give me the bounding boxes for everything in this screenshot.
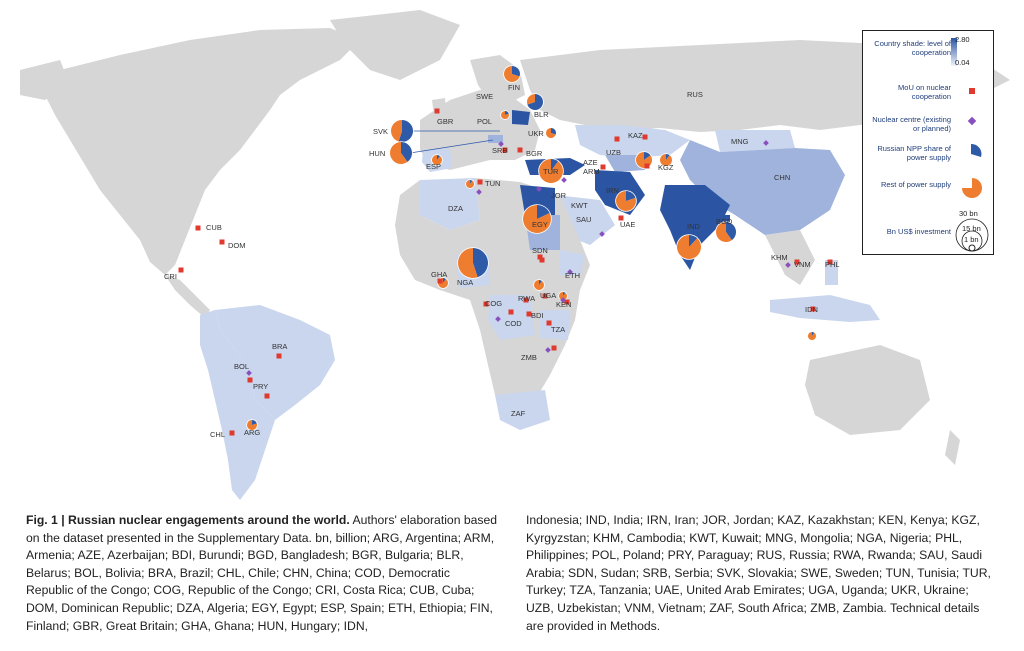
country-label-gbr: GBR (437, 117, 454, 126)
country-label-bgd: BGD (716, 217, 733, 226)
mou-marker (601, 165, 606, 170)
country-label-tza: TZA (551, 325, 566, 334)
country-label-egy: EGY (532, 220, 548, 229)
country-label-phl: PHL (825, 260, 840, 269)
caption-label: Fig. 1 | (26, 513, 69, 527)
npp-share-pie (545, 127, 557, 139)
legend-inv-1: 1 bn (964, 235, 979, 244)
russian-share-icon (960, 143, 982, 165)
country-label-aze: AZE (583, 158, 598, 167)
country-label-chn: CHN (774, 173, 791, 182)
mou-marker (248, 378, 253, 383)
legend-shade-label: Country shade: level of cooperation (874, 39, 951, 57)
npp-share-pie (503, 65, 521, 83)
npp-share-pie (465, 179, 475, 189)
land-indonesia (770, 295, 880, 322)
country-label-jor: JOR (551, 191, 566, 200)
mou-marker (518, 148, 523, 153)
country-label-dom: DOM (228, 241, 246, 250)
country-label-arm: ARM (583, 167, 600, 176)
country-label-zmb: ZMB (521, 353, 537, 362)
country-label-ind: IND (687, 222, 700, 231)
land-new-zealand (945, 430, 960, 465)
mou-square-icon (969, 88, 975, 94)
legend-rest-label: Rest of power supply (880, 180, 951, 189)
npp-share-pie (807, 331, 817, 341)
npp-share-pie (533, 279, 545, 291)
country-label-tur: TUR (543, 167, 559, 176)
npp-share-pie (389, 141, 413, 165)
country-label-arg: ARG (244, 428, 261, 437)
mou-marker (643, 135, 648, 140)
country-label-pol: POL (477, 117, 493, 126)
country-label-vnm: VNM (794, 260, 811, 269)
mou-marker (179, 268, 184, 273)
country-label-srb: SRB (492, 146, 508, 155)
npp-share-pie (635, 151, 653, 169)
country-label-rwa: RWA (518, 294, 536, 303)
country-label-sdn: SDN (532, 246, 548, 255)
country-label-hun: HUN (369, 149, 386, 158)
country-label-svk: SVK (373, 127, 389, 136)
country-label-swe: SWE (476, 92, 494, 101)
country-label-bdi: BDI (531, 311, 544, 320)
country-label-pry: PRY (253, 382, 269, 391)
npp-share-pie (522, 204, 552, 234)
country-label-blr: BLR (534, 110, 549, 119)
legend-shade-max: 2.80 (955, 35, 970, 44)
legend (862, 30, 994, 255)
mou-marker (478, 180, 483, 185)
figure-caption-right (526, 512, 996, 635)
land-australia (805, 345, 930, 435)
caption-text-right: Indonesia; IND, India; IRN, Iran; JOR, Jordan; KAZ, Kazakhstan; KEN, Kenya; KGZ, Kyrgyzstan; KHM, Cambodia; KWT, Kuwait; MNG, Mongolia; NGA, Nigeria; PHL, Philippines; POL, Poland; PRY, Paraguay; RUS, Russia; RWA, Rwanda; SAU, Saudi Arabia; SDN, Sudan; SRB, Serbia; SVK, Slovakia; SWE, Sweden; TUN, Tunisia; TUR, Turkey; TZA, Tanzania; UAE, United Arab Emirates; UGA, Uganda; UKR, Ukraine; UZB, Uzbekistan; VNM, Vietnam; ZAF, South Africa; ZMB, Zambia. Technical details are provided in Methods. (526, 513, 991, 633)
mou-marker (265, 394, 270, 399)
mou-marker (645, 164, 650, 169)
land-belarus (512, 110, 530, 125)
npp-share-pie (500, 110, 510, 120)
country-label-cub: CUB (206, 223, 222, 232)
npp-share-pie (457, 247, 489, 279)
legend-shade-min: 0.04 (955, 58, 970, 67)
mou-marker (196, 226, 201, 231)
country-label-gha: GHA (431, 270, 448, 279)
country-label-rus: RUS (687, 90, 703, 99)
country-label-sau: SAU (576, 215, 592, 224)
legend-mou-label: MoU on nuclear cooperation (898, 83, 951, 101)
mou-marker (277, 354, 282, 359)
legend-npp-label: Russian NPP share of power supply (877, 144, 951, 162)
country-label-zaf: ZAF (511, 409, 526, 418)
country-label-ken: KEN (556, 300, 572, 309)
country-label-kgz: KGZ (658, 163, 674, 172)
country-label-ukr: UKR (528, 129, 544, 138)
country-label-uga: UGA (540, 291, 557, 300)
country-label-cod: COD (505, 319, 522, 328)
country-label-bol: BOL (234, 362, 250, 371)
npp-share-pie (526, 93, 544, 111)
country-label-fin: FIN (508, 83, 521, 92)
country-label-bra: BRA (272, 342, 288, 351)
country-label-cog: COG (485, 299, 503, 308)
country-label-chl: CHL (210, 430, 226, 439)
mou-marker (220, 240, 225, 245)
land-central-america (165, 275, 210, 318)
mou-marker (615, 137, 620, 142)
country-label-idn: IDN (805, 305, 818, 314)
mou-marker (230, 431, 235, 436)
country-label-eth: ETH (565, 271, 580, 280)
legend-centre-label: Nuclear centre (existing or planned) (872, 115, 951, 133)
npp-share-pie (390, 119, 414, 143)
legend-inv-15: 15 bn (962, 224, 981, 233)
figure-caption-left (26, 512, 500, 635)
legend-investment-label: Bn US$ investment (886, 227, 951, 236)
country-label-uae: UAE (620, 220, 636, 229)
mou-marker (438, 279, 443, 284)
country-label-uzb: UZB (606, 148, 621, 157)
land-greenland (330, 10, 460, 80)
country-label-cri: CRI (164, 272, 177, 281)
land-kazakhstan (575, 125, 690, 158)
country-label-dza: DZA (448, 204, 463, 213)
nuclear-centre-marker (561, 177, 567, 183)
caption-text-left: Authors' elaboration based on the dataset presented in the Supplementary Data. bn, billion; ARG, Argentina; ARM, Armenia; AZE, Azerbaijan; BDI, Burundi; BGD, Bangladesh; BGR, Bulgaria; BLR, Belarus; BOL, Bolivia; BRA, Brazil; CHL, Chile; CHN, China; COD, Democratic Republic of the Congo; COG, Republic of the Congo; CRI, Costa Rica; CUB, Cuba; DOM, Dominican Republic; DZA, Algeria; EGY, Egypt; ESP, Spain; ETH, Ethiopia; FIN, Finland; GBR, Great Britain; GHA, Ghana; HUN, Hungary; IDN, (26, 513, 498, 633)
country-label-kwt: KWT (571, 201, 588, 210)
land-north-america (45, 28, 360, 275)
country-label-tun: TUN (485, 179, 501, 188)
country-label-irn: IRN (606, 186, 619, 195)
country-label-mng: MNG (731, 137, 749, 146)
mou-marker (552, 346, 557, 351)
country-label-khm: KHM (771, 253, 788, 262)
country-label-nga: NGA (457, 278, 474, 287)
legend-inv-30: 30 bn (959, 209, 978, 218)
mou-marker (509, 310, 514, 315)
mou-marker (540, 258, 545, 263)
country-label-kaz: KAZ (628, 131, 643, 140)
npp-share-pie (676, 234, 702, 260)
mou-marker (435, 109, 440, 114)
country-label-esp: ESP (426, 162, 442, 171)
country-label-bgr: BGR (526, 149, 543, 158)
centre-diamond-icon (968, 117, 976, 125)
caption-title: Russian nuclear engagements around the world. (68, 513, 350, 527)
rest-share-icon (960, 176, 984, 200)
